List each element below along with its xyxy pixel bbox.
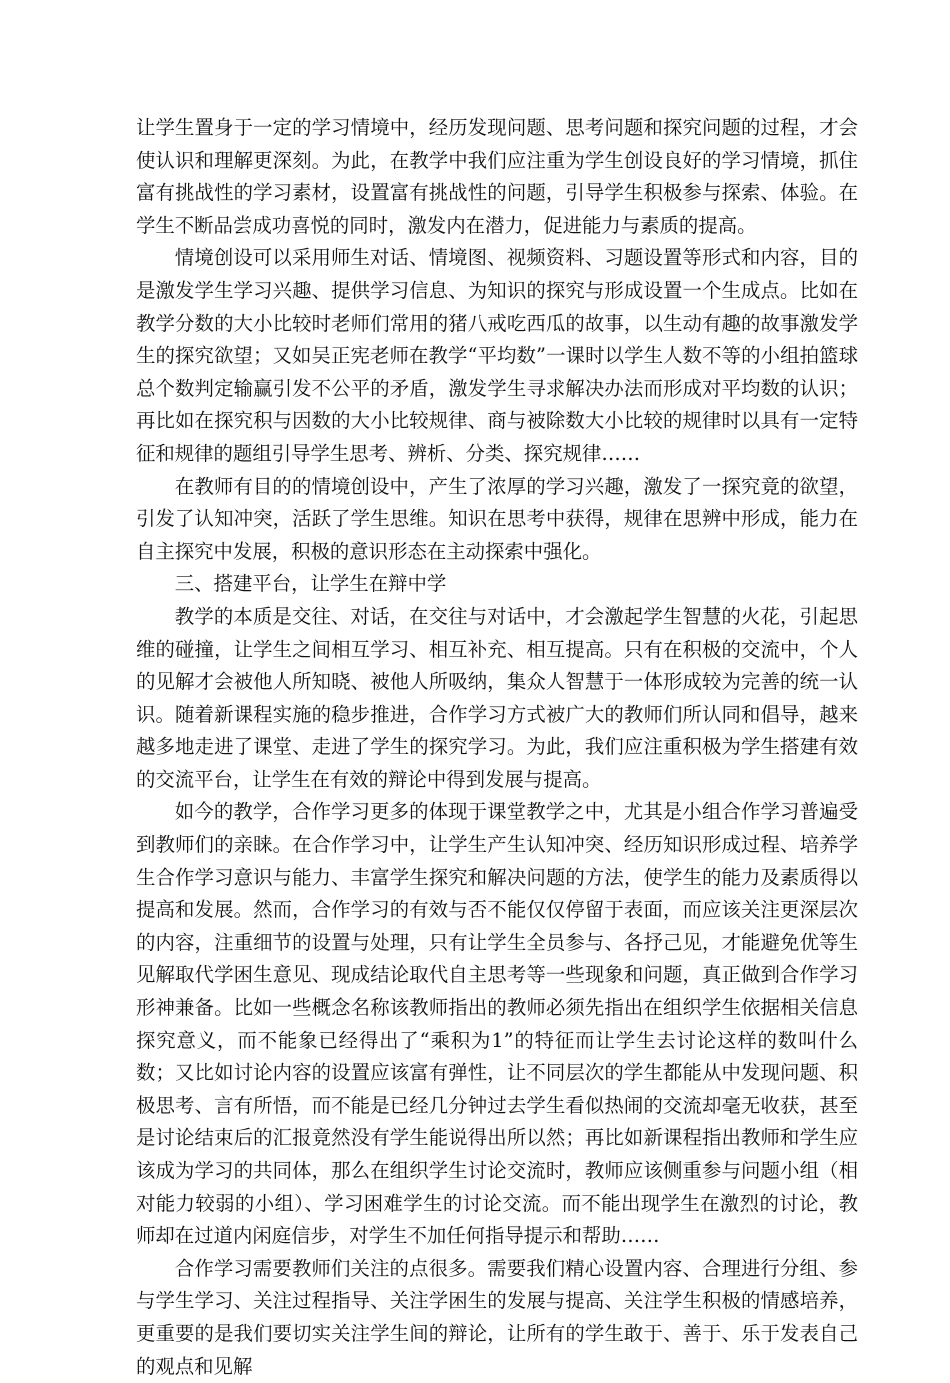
paragraph-continued: 让学生置身于一定的学习情境中，经历发现问题、思考问题和探究问题的过程，才会使认识和理解更深刻。为此，在教学中我们应注重为学生创设良好的学习情境，抓住富有挑战性的学习素材，设置富有挑战性的问题，引导学生积极参与探索、体验。在学生不断品尝成功喜悦的同时，激发内在潜力，促进能力与素质的提高。 — [136, 116, 858, 237]
section-heading: 三、搭建平台，让学生在辩中学 — [174, 572, 447, 596]
paragraph-cooperative-learning: 如今的教学，合作学习更多的体现于课堂教学之中，尤其是小组合作学习普遍受到教师们的亲睐。在合作学习中，让学生产生认知冲突、经历知识形成过程、培养学生合作学习意识与能力、丰富学生探究和解决问题的方法，使学生的能力及素质得以提高和发展。然而，合作学习的有效与否不能仅仅停留于表面，而应该关注更深层次的内容，注重细节的设置与处理，只有让学生全员参与、各抒己见，才能避免优等生见解取代学困生意见、现成结论取代自主思考等一些现象和问题，真正做到合作学习形神兼备。比如一些概念名称该教师指出的教师必须先指出在组织学生依据相关信息探究意义，而不能象已经得出了“乘积为1”的特征而让学生去讨论这样的数叫什么数；又比如讨论内容的设置应该富有弹性，让不同层次的学生都能从中发现问题、积极思考、言有所悟，而不能是已经几分钟过去学生看似热闹的交流却毫无收获，甚至是讨论结束后的汇报竟然没有学生能说得出所以然；再比如新课程指出教师和学生应该成为学习的共同体，那么在组织学生讨论交流时，教师应该侧重参与问题小组（相对能力较弱的小组）、学习困难学生的讨论交流。而不能出现学生在激烈的讨论，教师却在过道内闲庭信步，对学生不加任何指导提示和帮助…… — [136, 800, 858, 1248]
paragraph-situation-creation: 情境创设可以采用师生对话、情境图、视频资料、习题设置等形式和内容，目的是激发学生学习兴趣、提供学习信息、为知识的探究与形成设置一个生成点。比如在教学分数的大小比较时老师们常用的猪八戒吃西瓜的故事，以生动有趣的故事激发学生的探究欲望；又如吴正宪老师在教学“平均数”一课时以学生人数不等的小组拍篮球总个数判定输赢引发不公平的矛盾，激发学生寻求解决办法而形成对平均数的认识；再比如在探究积与因数的大小比较规律、商与被除数大小比较的规律时以具有一定特征和规律的题组引导学生思考、辨析、分类、探究规律…… — [136, 246, 858, 465]
paragraph-situation-effect: 在教师有目的的情境创设中，产生了浓厚的学习兴趣，激发了一探究竟的欲望，引发了认知冲突，活跃了学生思维。知识在思考中获得，规律在思辨中形成，能力在自主探究中发展，积极的意识形态在主动探索中强化。 — [136, 474, 858, 563]
document-page — [136, 112, 858, 1383]
paragraph-cooperative-focus: 合作学习需要教师们关注的点很多。需要我们精心设置内容、合理进行分组、参与学生学习、关注过程指导、关注学困生的发展与提高、关注学生积极的情感培养，更重要的是我们要切实关注学生间的辩论，让所有的学生敢于、善于、乐于发表自己的观点和见解 — [136, 1256, 858, 1378]
paragraph-teaching-essence: 教学的本质是交往、对话，在交往与对话中，才会激起学生智慧的火花，引起思维的碰撞，让学生之间相互学习、相互补充、相互提高。只有在积极的交流中，个人的见解才会被他人所知晓、被他人所吸纳，集众人智慧于一体形成较为完善的统一认识。随着新课程实施的稳步推进，合作学习方式被广大的教师们所认同和倡导，越来越多地走进了课堂、走进了学生的探究学习。为此，我们应注重积极为学生搭建有效的交流平台，让学生在有效的辩论中得到发展与提高。 — [136, 604, 858, 791]
